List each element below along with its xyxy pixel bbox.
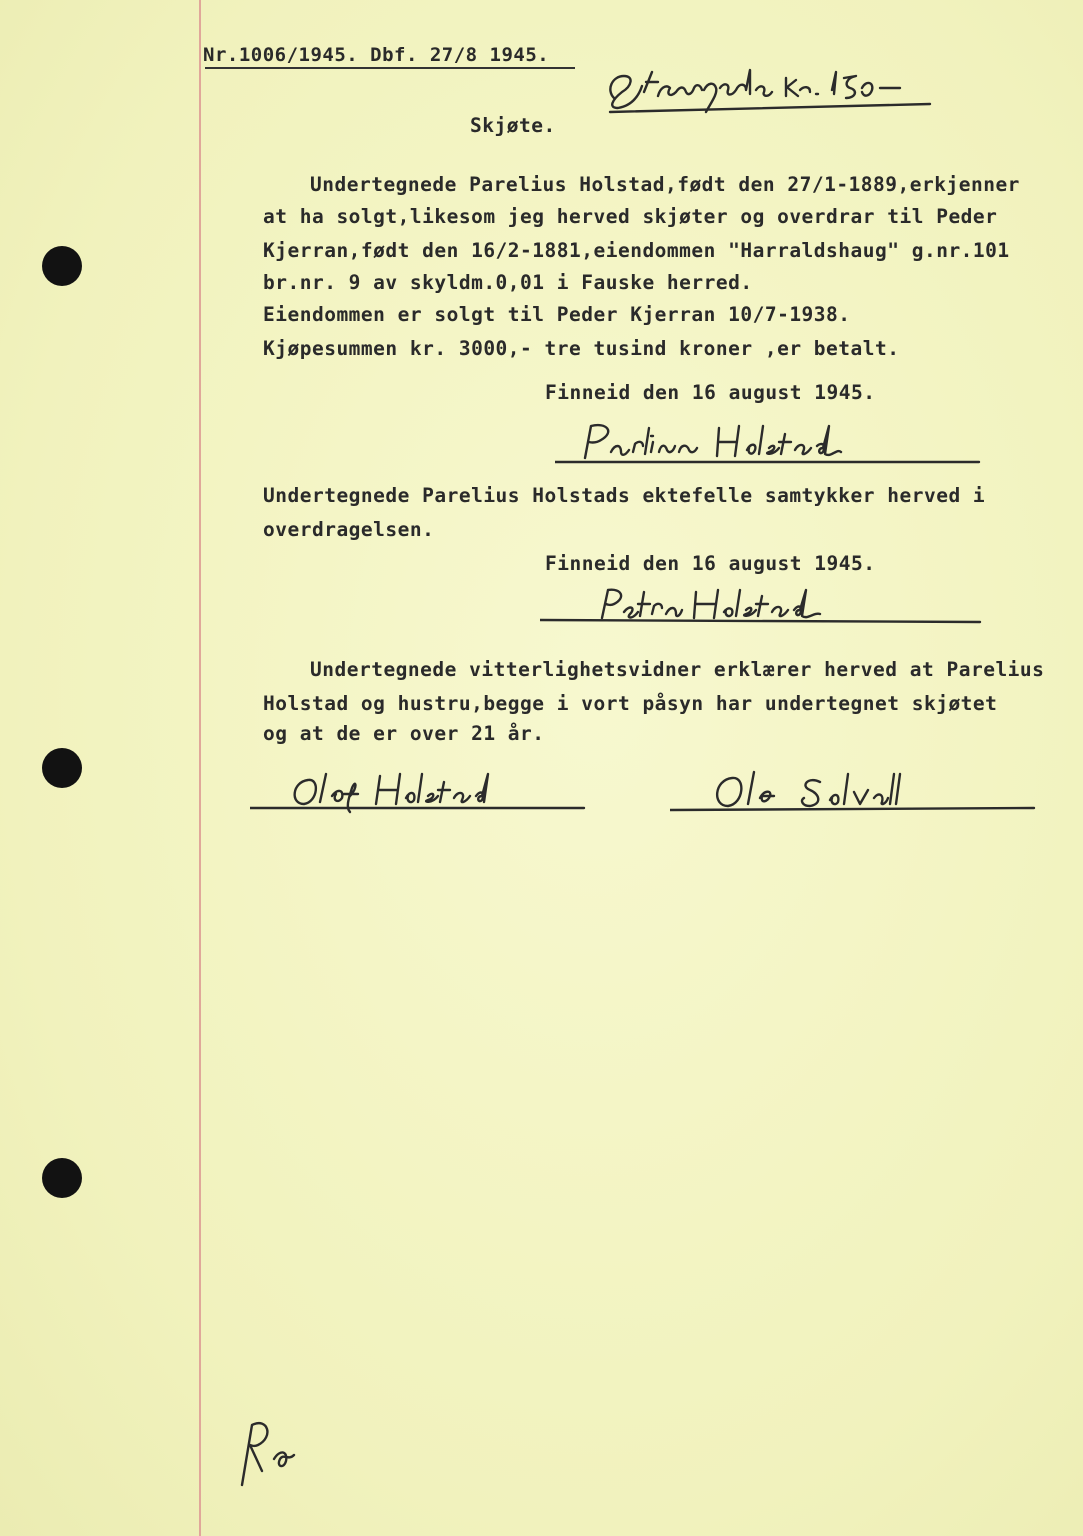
consent-line: Undertegnede Parelius Holstads ektefelle samtykker herved i [263,484,986,507]
punch-hole [42,748,82,788]
deed-title: Skjøte. [470,114,556,137]
body-line: Eiendommen er solgt til Peder Kjerran 10/7-1938. [263,303,851,326]
stamp-note-handwriting [600,42,940,117]
handwritten-initials [228,1405,318,1495]
consent-line: overdragelsen. [263,518,435,541]
signature-petra-holstad [540,584,985,628]
margin-line [199,0,201,1536]
punch-hole [42,1158,82,1198]
reference-number: Nr.1006/1945. Dbf. 27/8 1945. [203,44,550,66]
place-date: Finneid den 16 august 1945. [545,552,876,575]
body-line: at ha solgt,likesom jeg herved skjøter og overdrar til Peder [263,205,998,228]
witness-line: og at de er over 21 år. [263,722,545,745]
witness-line: Holstad og hustru,begge i vort påsyn har undertegnet skjøtet [263,692,998,715]
witness-line: Undertegnede vitterlighetsvidner erklærer herved at Parelius [310,658,1045,681]
body-line: Kjerran,født den 16/2-1881,eiendommen "Harraldshaug" g.nr.101 [263,239,1010,262]
signature-witness-olof-holstad [250,768,590,818]
body-line: Kjøpesummen kr. 3000,- tre tusind kroner ,er betalt. [263,337,900,360]
place-date: Finneid den 16 august 1945. [545,381,876,404]
body-line: Undertegnede Parelius Holstad,født den 27/1-1889,erkjenner [310,173,1020,196]
punch-hole [42,246,82,286]
body-line: br.nr. 9 av skyldm.0,01 i Fauske herred. [263,271,753,294]
reference-underline [205,67,575,69]
signature-parelius-holstad [555,418,985,466]
signature-witness-ole-solvall [670,768,1040,818]
